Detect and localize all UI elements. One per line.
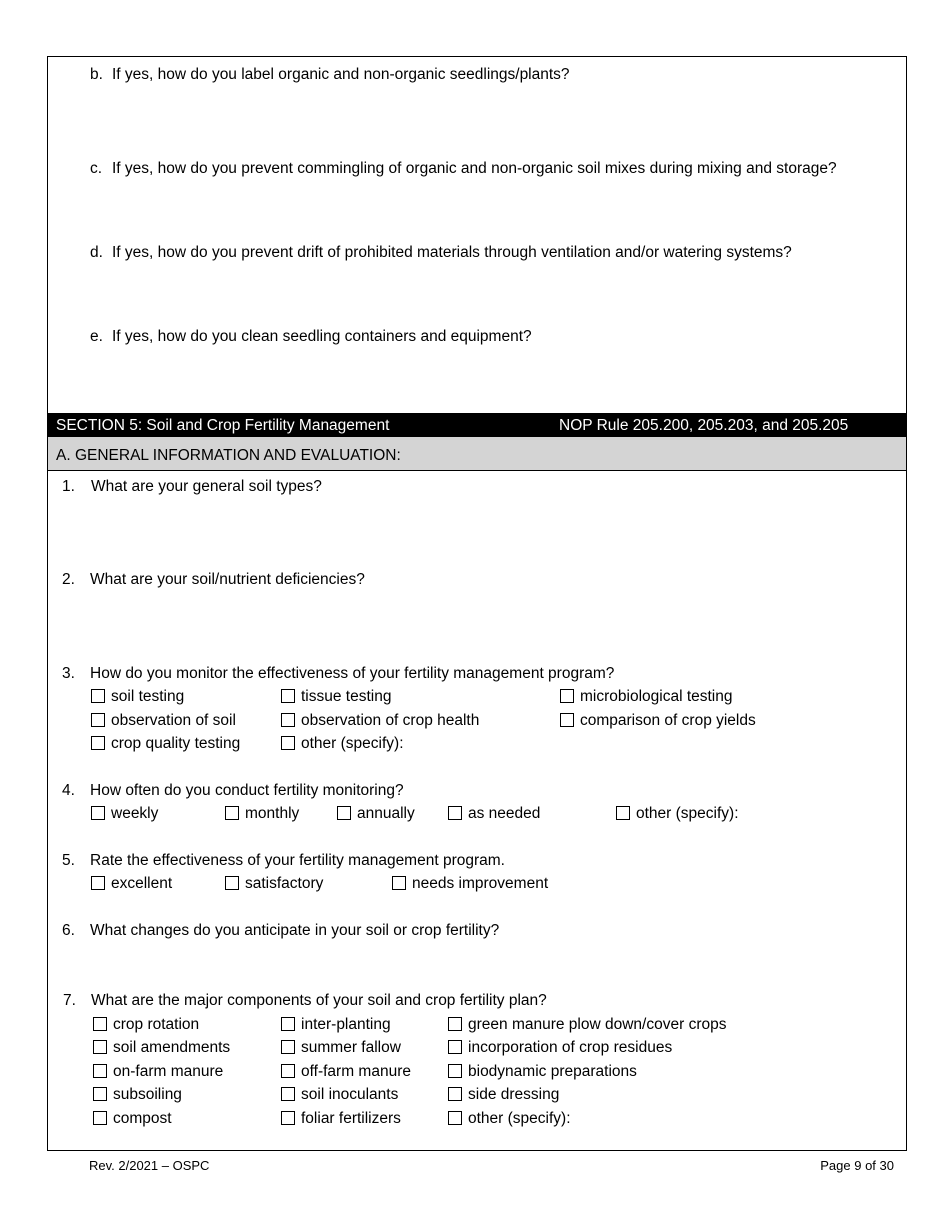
option-label: soil testing <box>111 688 185 705</box>
option-label: crop rotation <box>113 1016 200 1033</box>
question-2-number: 2. <box>62 571 75 588</box>
option-label: compost <box>113 1110 172 1127</box>
question-5-text: Rate the effectiveness of your fertility management program. <box>90 852 505 869</box>
question-b-text: If yes, how do you label organic and non-organic seedlings/plants? <box>112 66 570 83</box>
option-label: as needed <box>468 805 541 822</box>
checkbox-square[interactable] <box>91 806 105 820</box>
question-7-number: 7. <box>63 992 76 1009</box>
checkbox-soil-amendments[interactable] <box>93 1039 230 1057</box>
checkbox-square[interactable] <box>93 1064 107 1078</box>
checkbox-square[interactable] <box>91 713 105 727</box>
option-label: excellent <box>111 875 173 892</box>
option-label: soil inoculants <box>301 1086 399 1103</box>
checkbox-crop-residues[interactable] <box>448 1039 672 1057</box>
checkbox-on-farm-manure[interactable] <box>93 1063 223 1081</box>
checkbox-square[interactable] <box>93 1087 107 1101</box>
checkbox-as-needed[interactable] <box>448 805 540 823</box>
checkbox-square[interactable] <box>448 1017 462 1031</box>
option-label: needs improvement <box>412 875 549 892</box>
question-5-number: 5. <box>62 852 75 869</box>
question-e-text: If yes, how do you clean seedling containers and equipment? <box>112 328 532 345</box>
checkbox-square[interactable] <box>281 736 295 750</box>
option-label: foliar fertilizers <box>301 1110 401 1127</box>
checkbox-annually[interactable] <box>337 805 415 823</box>
option-label: summer fallow <box>301 1039 401 1056</box>
checkbox-square[interactable] <box>281 1017 295 1031</box>
checkbox-square[interactable] <box>616 806 630 820</box>
option-label: annually <box>357 805 415 822</box>
option-label: comparison of crop yields <box>580 712 756 729</box>
checkbox-square[interactable] <box>91 689 105 703</box>
option-label: green manure plow down/cover crops <box>468 1016 727 1033</box>
footer-page-number: Page 9 of 30 <box>820 1158 894 1173</box>
checkbox-square[interactable] <box>281 1040 295 1054</box>
checkbox-observation-of-crop-health[interactable] <box>281 712 479 730</box>
checkbox-square[interactable] <box>448 1087 462 1101</box>
form-frame <box>47 56 907 1151</box>
checkbox-square[interactable] <box>448 1040 462 1054</box>
checkbox-crop-quality-testing[interactable] <box>91 735 240 753</box>
section-rule: NOP Rule 205.200, 205.203, and 205.205 <box>559 417 849 434</box>
option-label: inter-planting <box>301 1016 391 1033</box>
checkbox-square[interactable] <box>337 806 351 820</box>
question-6-number: 6. <box>62 922 75 939</box>
question-3-number: 3. <box>62 665 75 682</box>
checkbox-square[interactable] <box>93 1040 107 1054</box>
checkbox-square[interactable] <box>91 876 105 890</box>
checkbox-square[interactable] <box>281 1064 295 1078</box>
section-header-bar <box>48 413 906 437</box>
checkbox-square[interactable] <box>225 806 239 820</box>
checkbox-comparison-of-crop-yields[interactable] <box>560 712 756 730</box>
checkbox-square[interactable] <box>281 1087 295 1101</box>
question-6-text: What changes do you anticipate in your soil or crop fertility? <box>90 922 500 939</box>
question-d-text: If yes, how do you prevent drift of prohibited materials through ventilation and/or watering systems? <box>112 244 792 261</box>
option-label: side dressing <box>468 1086 560 1103</box>
footer-revision: Rev. 2/2021 – OSPC <box>89 1158 210 1173</box>
question-e-letter: e. <box>90 328 103 345</box>
subsection-heading: A. GENERAL INFORMATION AND EVALUATION: <box>56 447 401 464</box>
option-label: microbiological testing <box>580 688 733 705</box>
checkbox-crop-rotation[interactable] <box>93 1016 199 1034</box>
option-label: other (specify): <box>301 735 404 752</box>
option-label: other (specify): <box>468 1110 571 1127</box>
checkbox-needs-improvement[interactable] <box>392 875 548 893</box>
checkbox-off-farm-manure[interactable] <box>281 1063 411 1081</box>
checkbox-tissue-testing[interactable] <box>281 688 391 706</box>
checkbox-square[interactable] <box>448 1111 462 1125</box>
option-label: on-farm manure <box>113 1063 224 1080</box>
checkbox-foliar-fertilizers[interactable] <box>281 1110 401 1128</box>
option-label: crop quality testing <box>111 735 241 752</box>
question-b-letter: b. <box>90 66 103 83</box>
option-label: tissue testing <box>301 688 392 705</box>
checkbox-compost[interactable] <box>93 1110 172 1128</box>
option-label: observation of soil <box>111 712 236 729</box>
checkbox-excellent[interactable] <box>91 875 172 893</box>
checkbox-green-manure[interactable] <box>448 1016 726 1034</box>
question-c-letter: c. <box>90 160 103 177</box>
option-label: incorporation of crop residues <box>468 1039 673 1056</box>
checkbox-square[interactable] <box>560 713 574 727</box>
checkbox-square[interactable] <box>225 876 239 890</box>
checkbox-side-dressing[interactable] <box>448 1086 559 1104</box>
checkbox-inter-planting[interactable] <box>281 1016 391 1034</box>
checkbox-q3-other[interactable] <box>281 735 404 753</box>
checkbox-microbiological-testing[interactable] <box>560 688 733 706</box>
option-label: other (specify): <box>636 805 739 822</box>
question-c-text: If yes, how do you prevent commingling of organic and non-organic soil mixes during mixing and storage? <box>112 160 837 177</box>
checkbox-square[interactable] <box>281 713 295 727</box>
option-label: monthly <box>245 805 300 822</box>
checkbox-square[interactable] <box>448 1064 462 1078</box>
checkbox-square[interactable] <box>448 806 462 820</box>
option-label: subsoiling <box>113 1086 182 1103</box>
checkbox-square[interactable] <box>281 1111 295 1125</box>
section-title: SECTION 5: Soil and Crop Fertility Management <box>56 417 390 434</box>
option-label: soil amendments <box>113 1039 231 1056</box>
checkbox-satisfactory[interactable] <box>225 875 323 893</box>
checkbox-q4-other[interactable] <box>616 805 739 823</box>
checkbox-q7-other[interactable] <box>448 1110 571 1128</box>
checkbox-square[interactable] <box>93 1111 107 1125</box>
checkbox-weekly[interactable] <box>91 805 158 823</box>
option-label: satisfactory <box>245 875 324 892</box>
question-1-text: What are your general soil types? <box>91 478 322 495</box>
question-4-number: 4. <box>62 782 75 799</box>
question-1-number: 1. <box>62 478 75 495</box>
option-label: weekly <box>111 805 159 822</box>
checkbox-square[interactable] <box>281 689 295 703</box>
subsection-header-bar <box>48 437 906 471</box>
question-7-text: What are the major components of your soil and crop fertility plan? <box>91 992 547 1009</box>
checkbox-square[interactable] <box>91 736 105 750</box>
checkbox-observation-of-soil[interactable] <box>91 712 236 730</box>
checkbox-summer-fallow[interactable] <box>281 1039 401 1057</box>
checkbox-square[interactable] <box>560 689 574 703</box>
checkbox-soil-testing[interactable] <box>91 688 184 706</box>
question-4-text: How often do you conduct fertility monitoring? <box>90 782 404 799</box>
checkbox-biodynamic-preparations[interactable] <box>448 1063 637 1081</box>
checkbox-square[interactable] <box>392 876 406 890</box>
option-label: biodynamic preparations <box>468 1063 637 1080</box>
question-d-letter: d. <box>90 244 103 261</box>
checkbox-subsoiling[interactable] <box>93 1086 182 1104</box>
question-3-text: How do you monitor the effectiveness of your fertility management program? <box>90 665 615 682</box>
checkbox-monthly[interactable] <box>225 805 299 823</box>
option-label: off-farm manure <box>301 1063 411 1080</box>
checkbox-square[interactable] <box>93 1017 107 1031</box>
question-2-text: What are your soil/nutrient deficiencies? <box>90 571 365 588</box>
checkbox-soil-inoculants[interactable] <box>281 1086 398 1104</box>
option-label: observation of crop health <box>301 712 480 729</box>
